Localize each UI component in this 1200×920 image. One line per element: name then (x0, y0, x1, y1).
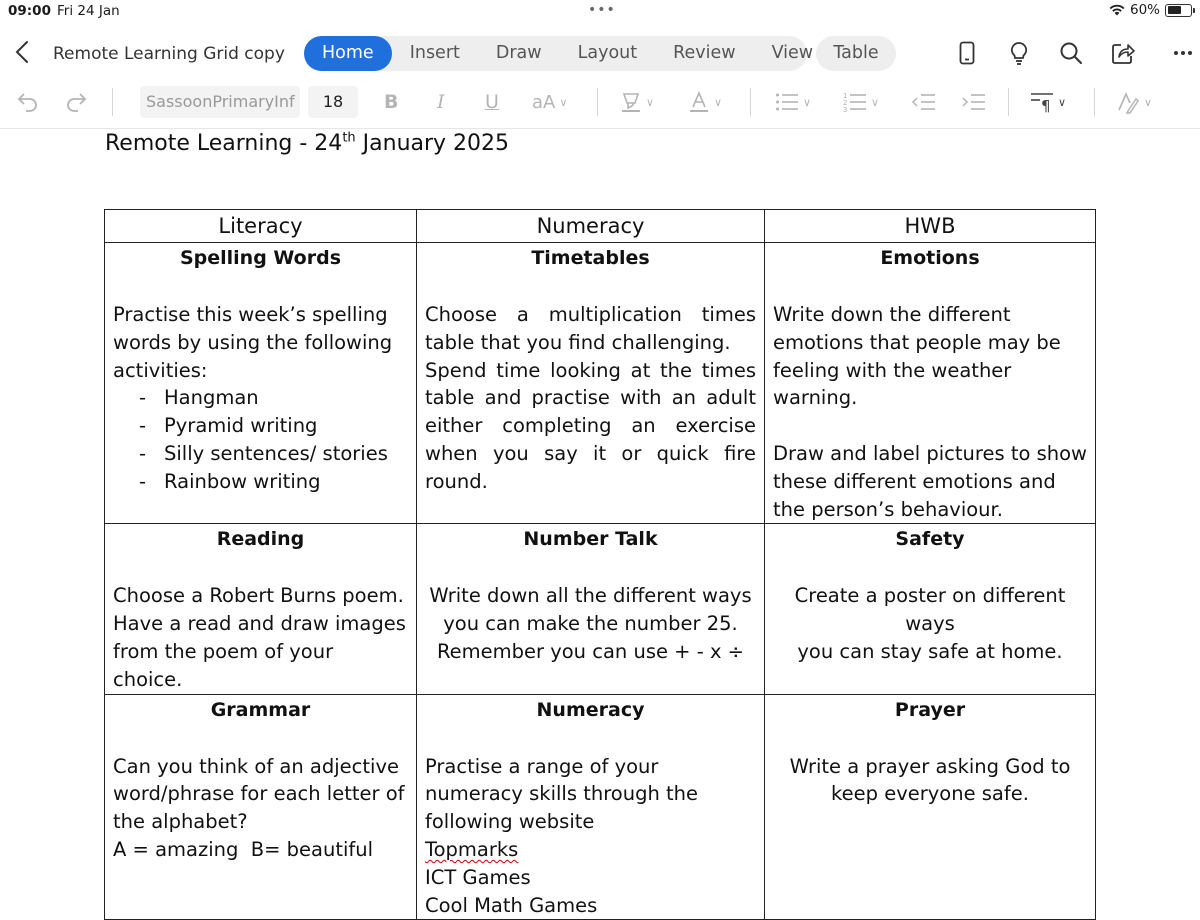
status-time: 09:00 (8, 3, 51, 19)
cell-spelling-words[interactable] (105, 243, 417, 524)
chevron-down-icon: ∨ (1144, 95, 1153, 109)
document-title[interactable]: Remote Learning Grid copy (53, 44, 285, 64)
cell-text: Practise a range of your numeracy skills through the following website (425, 754, 699, 834)
list-item: - Pyramid writing (113, 412, 408, 440)
toolbar-separator (597, 88, 598, 116)
svg-text:2: 2 (843, 99, 848, 107)
list-item: - Hangman (113, 384, 408, 412)
multitasking-dots-icon[interactable]: ••• (588, 2, 616, 18)
underline-button[interactable]: U (485, 91, 499, 113)
cell-emotions[interactable] (765, 243, 1096, 524)
bold-button[interactable]: B (384, 91, 399, 113)
toolbar-separator (1094, 88, 1095, 116)
tab-draw[interactable]: Draw (495, 43, 542, 63)
font-size-field[interactable]: 18 (308, 86, 358, 118)
search-icon[interactable] (1058, 40, 1084, 66)
cell-title: Numeracy (536, 698, 645, 721)
cell-text: you can make the number 25. (443, 612, 738, 636)
cell-text: Can you think of an adjective word/phrase for each letter of the alphabet? (113, 754, 405, 834)
styles-button[interactable] (1116, 82, 1152, 122)
chevron-down-icon: ∨ (646, 95, 655, 109)
cell-text: Choose a multiplication times table that you find challenging. (425, 303, 756, 354)
tab-view[interactable]: View (771, 43, 814, 63)
redo-icon[interactable] (64, 82, 88, 122)
cell-text: you can stay safe at home. (797, 639, 1063, 663)
document-heading[interactable] (105, 131, 509, 156)
cell-text: Draw and label pictures to show these different emotions and the person’s behaviour. (773, 441, 1088, 521)
lightbulb-icon[interactable] (1006, 40, 1032, 66)
status-bar (0, 0, 1200, 22)
wifi-icon (1109, 4, 1125, 16)
text-size-label: aA (532, 91, 556, 113)
bullets-button[interactable] (775, 82, 811, 122)
increase-indent-button[interactable] (962, 82, 986, 122)
cell-title: Spelling Words (179, 247, 342, 269)
tab-layout[interactable]: Layout (577, 43, 638, 63)
highlight-button[interactable] (620, 82, 654, 122)
toolbar-separator (112, 88, 113, 116)
column-header-literacy[interactable]: Literacy (105, 210, 417, 243)
website-link[interactable]: Cool Math Games (425, 893, 598, 917)
table-row (105, 524, 1096, 694)
cell-title: Number Talk (523, 528, 658, 551)
cell-title: Safety (895, 528, 965, 551)
cell-grammar[interactable] (105, 694, 417, 920)
chevron-down-icon: ∨ (803, 95, 812, 109)
phone-view-icon[interactable] (954, 40, 980, 66)
cell-text: Practise this week’s spelling words by using the following activities: (113, 303, 393, 382)
cell-timetables[interactable] (417, 243, 765, 524)
cell-text: Write down the different emotions that people may be feeling with the weather warning. (773, 303, 1061, 410)
cell-text: Remember you can use + - x ÷ (436, 639, 745, 663)
cell-title: Reading (216, 528, 305, 551)
chevron-down-icon: ∨ (714, 95, 723, 109)
heading-text-date: January 2025 (355, 131, 510, 156)
cell-title: Timetables (531, 247, 650, 269)
table-header-row (105, 210, 1096, 243)
cell-numeracy-websites[interactable] (417, 694, 765, 920)
numbering-button[interactable] (843, 82, 879, 122)
more-icon[interactable] (1170, 40, 1196, 66)
chevron-down-icon: ∨ (871, 95, 880, 109)
tab-review[interactable]: Review (673, 43, 736, 63)
svg-text:3: 3 (843, 106, 848, 114)
decrease-indent-button[interactable] (912, 82, 936, 122)
svg-text:1: 1 (843, 92, 848, 100)
formatting-toolbar (0, 82, 1200, 122)
status-date: Fri 24 Jan (57, 3, 120, 19)
table-row (105, 243, 1096, 524)
battery-icon (1165, 4, 1192, 17)
heading-superscript: th (342, 130, 356, 146)
table-row (105, 694, 1096, 920)
chevron-down-icon: ∨ (1058, 95, 1067, 109)
list-item: - Silly sentences/ stories (113, 440, 408, 468)
cell-prayer[interactable] (765, 694, 1096, 920)
cell-text: Create a poster on different ways (794, 584, 1066, 636)
toolbar-separator (750, 88, 751, 116)
column-header-hwb[interactable]: HWB (765, 210, 1096, 243)
cell-safety[interactable] (765, 524, 1096, 694)
share-icon[interactable] (1110, 40, 1136, 66)
cell-title: Prayer (894, 698, 966, 721)
back-icon[interactable] (12, 38, 34, 66)
toolbar-divider (0, 128, 1200, 129)
paragraph-format-button[interactable] (1030, 82, 1066, 122)
battery-percent: 60% (1129, 2, 1160, 18)
toolbar-separator (1008, 88, 1009, 116)
italic-button[interactable]: I (437, 91, 445, 113)
cell-title: Emotions (880, 247, 980, 269)
cell-number-talk[interactable] (417, 524, 765, 694)
website-link[interactable]: ICT Games (425, 865, 531, 889)
list-item: - Rainbow writing (113, 468, 408, 496)
font-color-button[interactable] (688, 82, 722, 122)
undo-icon[interactable] (16, 82, 40, 122)
tab-table[interactable]: Table (816, 36, 896, 71)
tab-home[interactable]: Home (304, 36, 392, 71)
website-link[interactable]: Topmarks (425, 837, 519, 861)
cell-title: Grammar (210, 698, 311, 721)
chevron-down-icon: ∨ (559, 95, 568, 109)
cell-text: Write a prayer asking God to (789, 754, 1071, 778)
learning-grid-table[interactable] (104, 209, 1096, 920)
ribbon-tabs (304, 36, 814, 71)
svg-text:¶: ¶ (1041, 97, 1051, 115)
cell-text: Choose a Robert Burns poem. Have a read and draw images from the poem of your choice. (113, 584, 406, 691)
cell-reading[interactable] (105, 524, 417, 694)
column-header-numeracy[interactable]: Numeracy (417, 210, 765, 243)
text-size-button[interactable] (532, 82, 567, 122)
title-bar (0, 30, 1200, 76)
heading-text: Remote Learning - 24 (105, 131, 343, 156)
cell-text: Write down all the different ways (429, 584, 752, 608)
cell-text: Spend time looking at the times table and practise with an adult either completing an exercise when you say it or quick fire round. (425, 358, 756, 493)
cell-text: keep everyone safe. (831, 782, 1029, 806)
activity-list (113, 384, 408, 495)
tab-insert[interactable]: Insert (409, 43, 460, 63)
cell-text-example: A = amazing B= beautiful (113, 837, 374, 861)
font-name-field[interactable]: SassoonPrimaryInf (140, 86, 300, 118)
